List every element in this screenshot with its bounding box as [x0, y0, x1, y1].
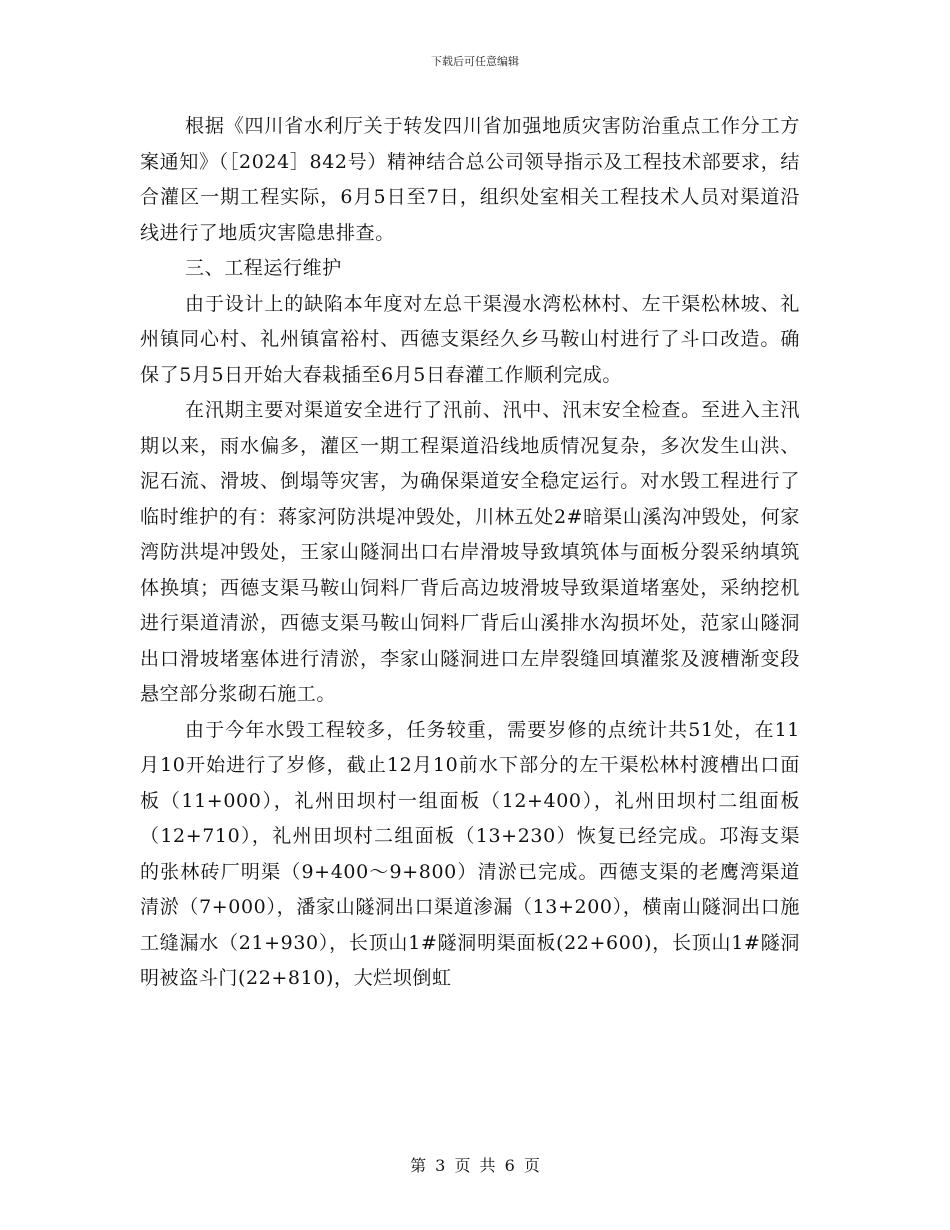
document-body [140, 109, 800, 997]
paragraph-annual-repair: 由于今年水毁工程较多，任务较重，需要岁修的点统计共51处，在11月10开始进行了岁修，截止12月10前水下部分的左干渠松林村渡槽出口面板（11+000），礼州田坝村一组面板（12+400），礼州田坝村二组面板（12+710），礼州田坝村二组面板（13+230）恢复已经完成。邛海支渠的张林砖厂明渠（9+400～9+800）清淤已完成。西德支渠的老鹰湾渠道清淤（7+000），潘家山隧洞出口渠道渗漏（13+200），横南山隧洞出口施工缝漏水（21+930），长顶山1#隧洞明渠面板(22+600)，长顶山1#隧洞明被盗斗门(22+810)，大烂坝倒虹 [140, 718, 800, 989]
paragraph-flood-season-maintenance: 在汛期主要对渠道安全进行了汛前、汛中、汛末安全检查。至进入主汛期以来，雨水偏多，灌区一期工程渠道沿线地质情况复杂，多次发生山洪、泥石流、滑坡、倒塌等灾害，为确保渠道安全稳定运行。对水毁工程进行了临时维护的有：蒋家河防洪堤冲毁处，川林五处2#暗渠山溪沟冲毁处，何家湾防洪堤冲毁处，王家山隧洞出口右岸滑坡导致填筑体与面板分裂采纳填筑体换填；西德支渠马鞍山饲料厂背后高边坡滑坡导致渠道堵塞处，采纳挖机进行渠道清淤，西德支渠马鞍山饲料厂背后山溪排水沟损坏处，范家山隧洞出口滑坡堵塞体进行清淤，李家山隧洞进口左岸裂缝回填灌浆及渡槽渐变段悬空部分浆砌石施工。 [140, 399, 800, 705]
page-number-footer: 第 3 页 共 6 页 [410, 1156, 540, 1175]
page-header-note: 下载后可任意编辑 [431, 55, 519, 68]
section-heading-operation-maintenance: 三、工程运行维护 [185, 257, 342, 279]
paragraph-outlet-renovation: 由于设计上的缺陷本年度对左总干渠漫水湾松林村、左干渠松林坡、礼州镇同心村、礼州镇富裕村、西德支渠经久乡马鞍山村进行了斗口改造。确保了5月5日开始大春栽插至6月5日春灌工作顺利完成。 [140, 292, 800, 386]
paragraph-geohazard-inspection: 根据《四川省水利厅关于转发四川省加强地质灾害防治重点工作分工方案通知》（［2024］842号）精神结合总公司领导指示及工程技术部要求，结合灌区一期工程实际，6月5日至7日，组织处室相关工程技术人员对渠道沿线进行了地质灾害隐患排查。 [140, 115, 800, 244]
